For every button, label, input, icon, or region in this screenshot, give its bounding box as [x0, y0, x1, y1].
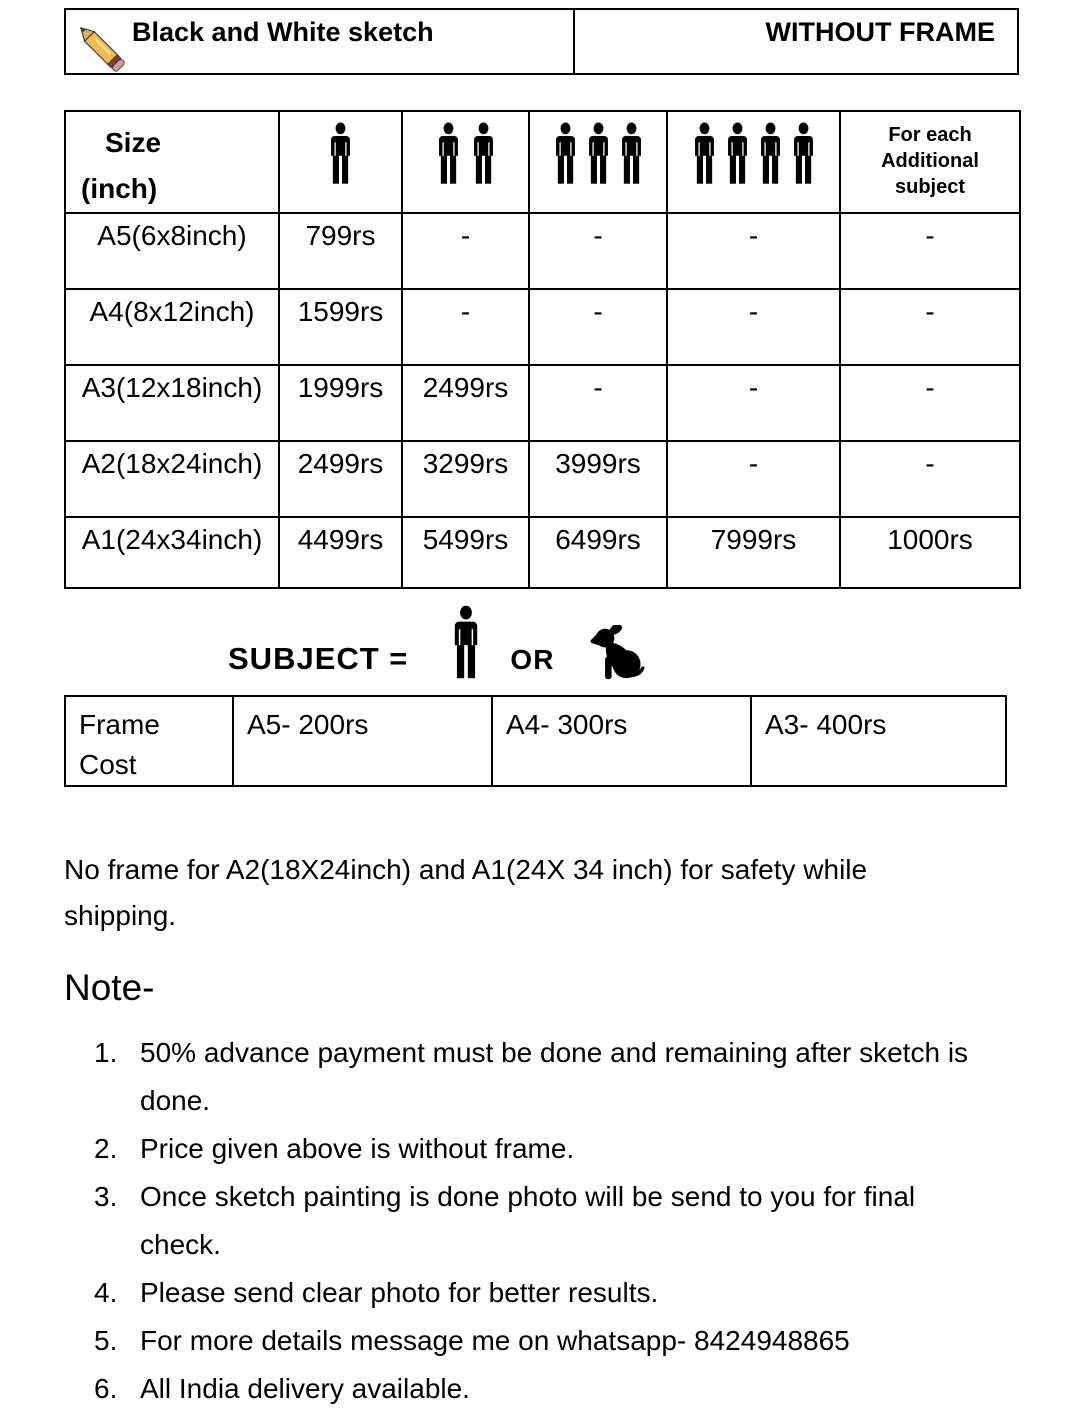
subject-label: SUBJECT =	[228, 641, 409, 676]
size-cell: A3(12x18inch)	[65, 365, 279, 441]
price-cell: -	[529, 289, 667, 365]
price-cell: 4499rs	[279, 517, 402, 588]
price-cell: -	[402, 213, 529, 289]
price-cell: -	[840, 441, 1020, 517]
price-cell: -	[529, 365, 667, 441]
price-cell: 3999rs	[529, 441, 667, 517]
page-title: Black and White sketch	[132, 17, 434, 47]
pricing-table-header-row	[65, 111, 1020, 213]
note-heading: Note-	[64, 967, 155, 1008]
price-cell: 799rs	[279, 213, 402, 289]
frame-cost-label: Frame Cost	[65, 696, 233, 786]
frame-cost-a5: A5- 200rs	[233, 696, 492, 786]
subject-definition	[228, 605, 1080, 681]
price-cell: 5499rs	[402, 517, 529, 588]
price-cell: -	[840, 213, 1020, 289]
price-cell: 2499rs	[402, 365, 529, 441]
person-icon	[757, 122, 784, 186]
note-item: All India delivery available.	[140, 1373, 470, 1404]
table-row-a2	[65, 441, 1020, 517]
note-item: Please send clear photo for better results.	[140, 1277, 659, 1308]
four-subjects-header	[667, 111, 840, 213]
notes-list	[64, 1029, 1004, 1413]
person-icon	[552, 122, 579, 186]
frame-status-cell	[575, 10, 1017, 73]
one-subject-header	[279, 111, 402, 213]
note-item: 50% advance payment must be done and remaining after sketch is done.	[140, 1037, 969, 1116]
frame-cost-a3: A3- 400rs	[751, 696, 1006, 786]
price-cell: 1000rs	[840, 517, 1020, 588]
additional-subject-header: For each Additional subject	[840, 111, 1020, 213]
person-icon	[435, 122, 462, 186]
price-cell: -	[840, 289, 1020, 365]
frame-cost-row	[65, 696, 1006, 786]
pencil-icon	[71, 15, 131, 81]
header-box	[64, 8, 1019, 75]
header-title-cell	[66, 10, 575, 73]
price-cell: -	[667, 289, 840, 365]
table-row-a1	[65, 517, 1020, 588]
price-cell: -	[667, 441, 840, 517]
price-cell: 1999rs	[279, 365, 402, 441]
note-item: Once sketch painting is done photo will be send to you for final check.	[140, 1181, 916, 1260]
person-icon	[585, 122, 612, 186]
three-subjects-header	[529, 111, 667, 213]
size-cell: A1(24x34inch)	[65, 517, 279, 588]
price-cell: 7999rs	[667, 517, 840, 588]
person-icon	[327, 122, 354, 186]
table-row-a4	[65, 289, 1020, 365]
price-cell: -	[667, 213, 840, 289]
table-row-a5	[65, 213, 1020, 289]
dog-icon	[590, 625, 650, 681]
price-cell: -	[840, 365, 1020, 441]
price-cell: 2499rs	[279, 441, 402, 517]
frame-status-label: WITHOUT FRAME	[765, 17, 995, 47]
size-column-header: Size (inch)	[65, 111, 279, 213]
price-cell: -	[529, 213, 667, 289]
or-label: OR	[510, 644, 555, 675]
pricing-table	[64, 110, 1021, 589]
size-cell: A5(6x8inch)	[65, 213, 279, 289]
price-cell: 3299rs	[402, 441, 529, 517]
person-icon	[790, 122, 817, 186]
person-icon	[618, 122, 645, 186]
person-icon	[470, 122, 497, 186]
person-icon	[691, 122, 718, 186]
frame-cost-a4: A4- 300rs	[492, 696, 751, 786]
size-cell: A4(8x12inch)	[65, 289, 279, 365]
price-cell: -	[667, 365, 840, 441]
note-item: Price given above is without frame.	[140, 1133, 575, 1164]
price-cell: 1599rs	[279, 289, 402, 365]
two-subjects-header	[402, 111, 529, 213]
note-item: For more details message me on whatsapp- 8424948865	[140, 1325, 850, 1356]
shipping-note: No frame for A2(18X24inch) and A1(24X 34 inch) for safety while shipping.	[64, 854, 868, 931]
table-row-a3	[65, 365, 1020, 441]
price-cell: 6499rs	[529, 517, 667, 588]
size-cell: A2(18x24inch)	[65, 441, 279, 517]
person-icon	[724, 122, 751, 186]
person-icon	[450, 605, 482, 681]
price-cell: -	[402, 289, 529, 365]
frame-cost-table	[64, 695, 1007, 787]
